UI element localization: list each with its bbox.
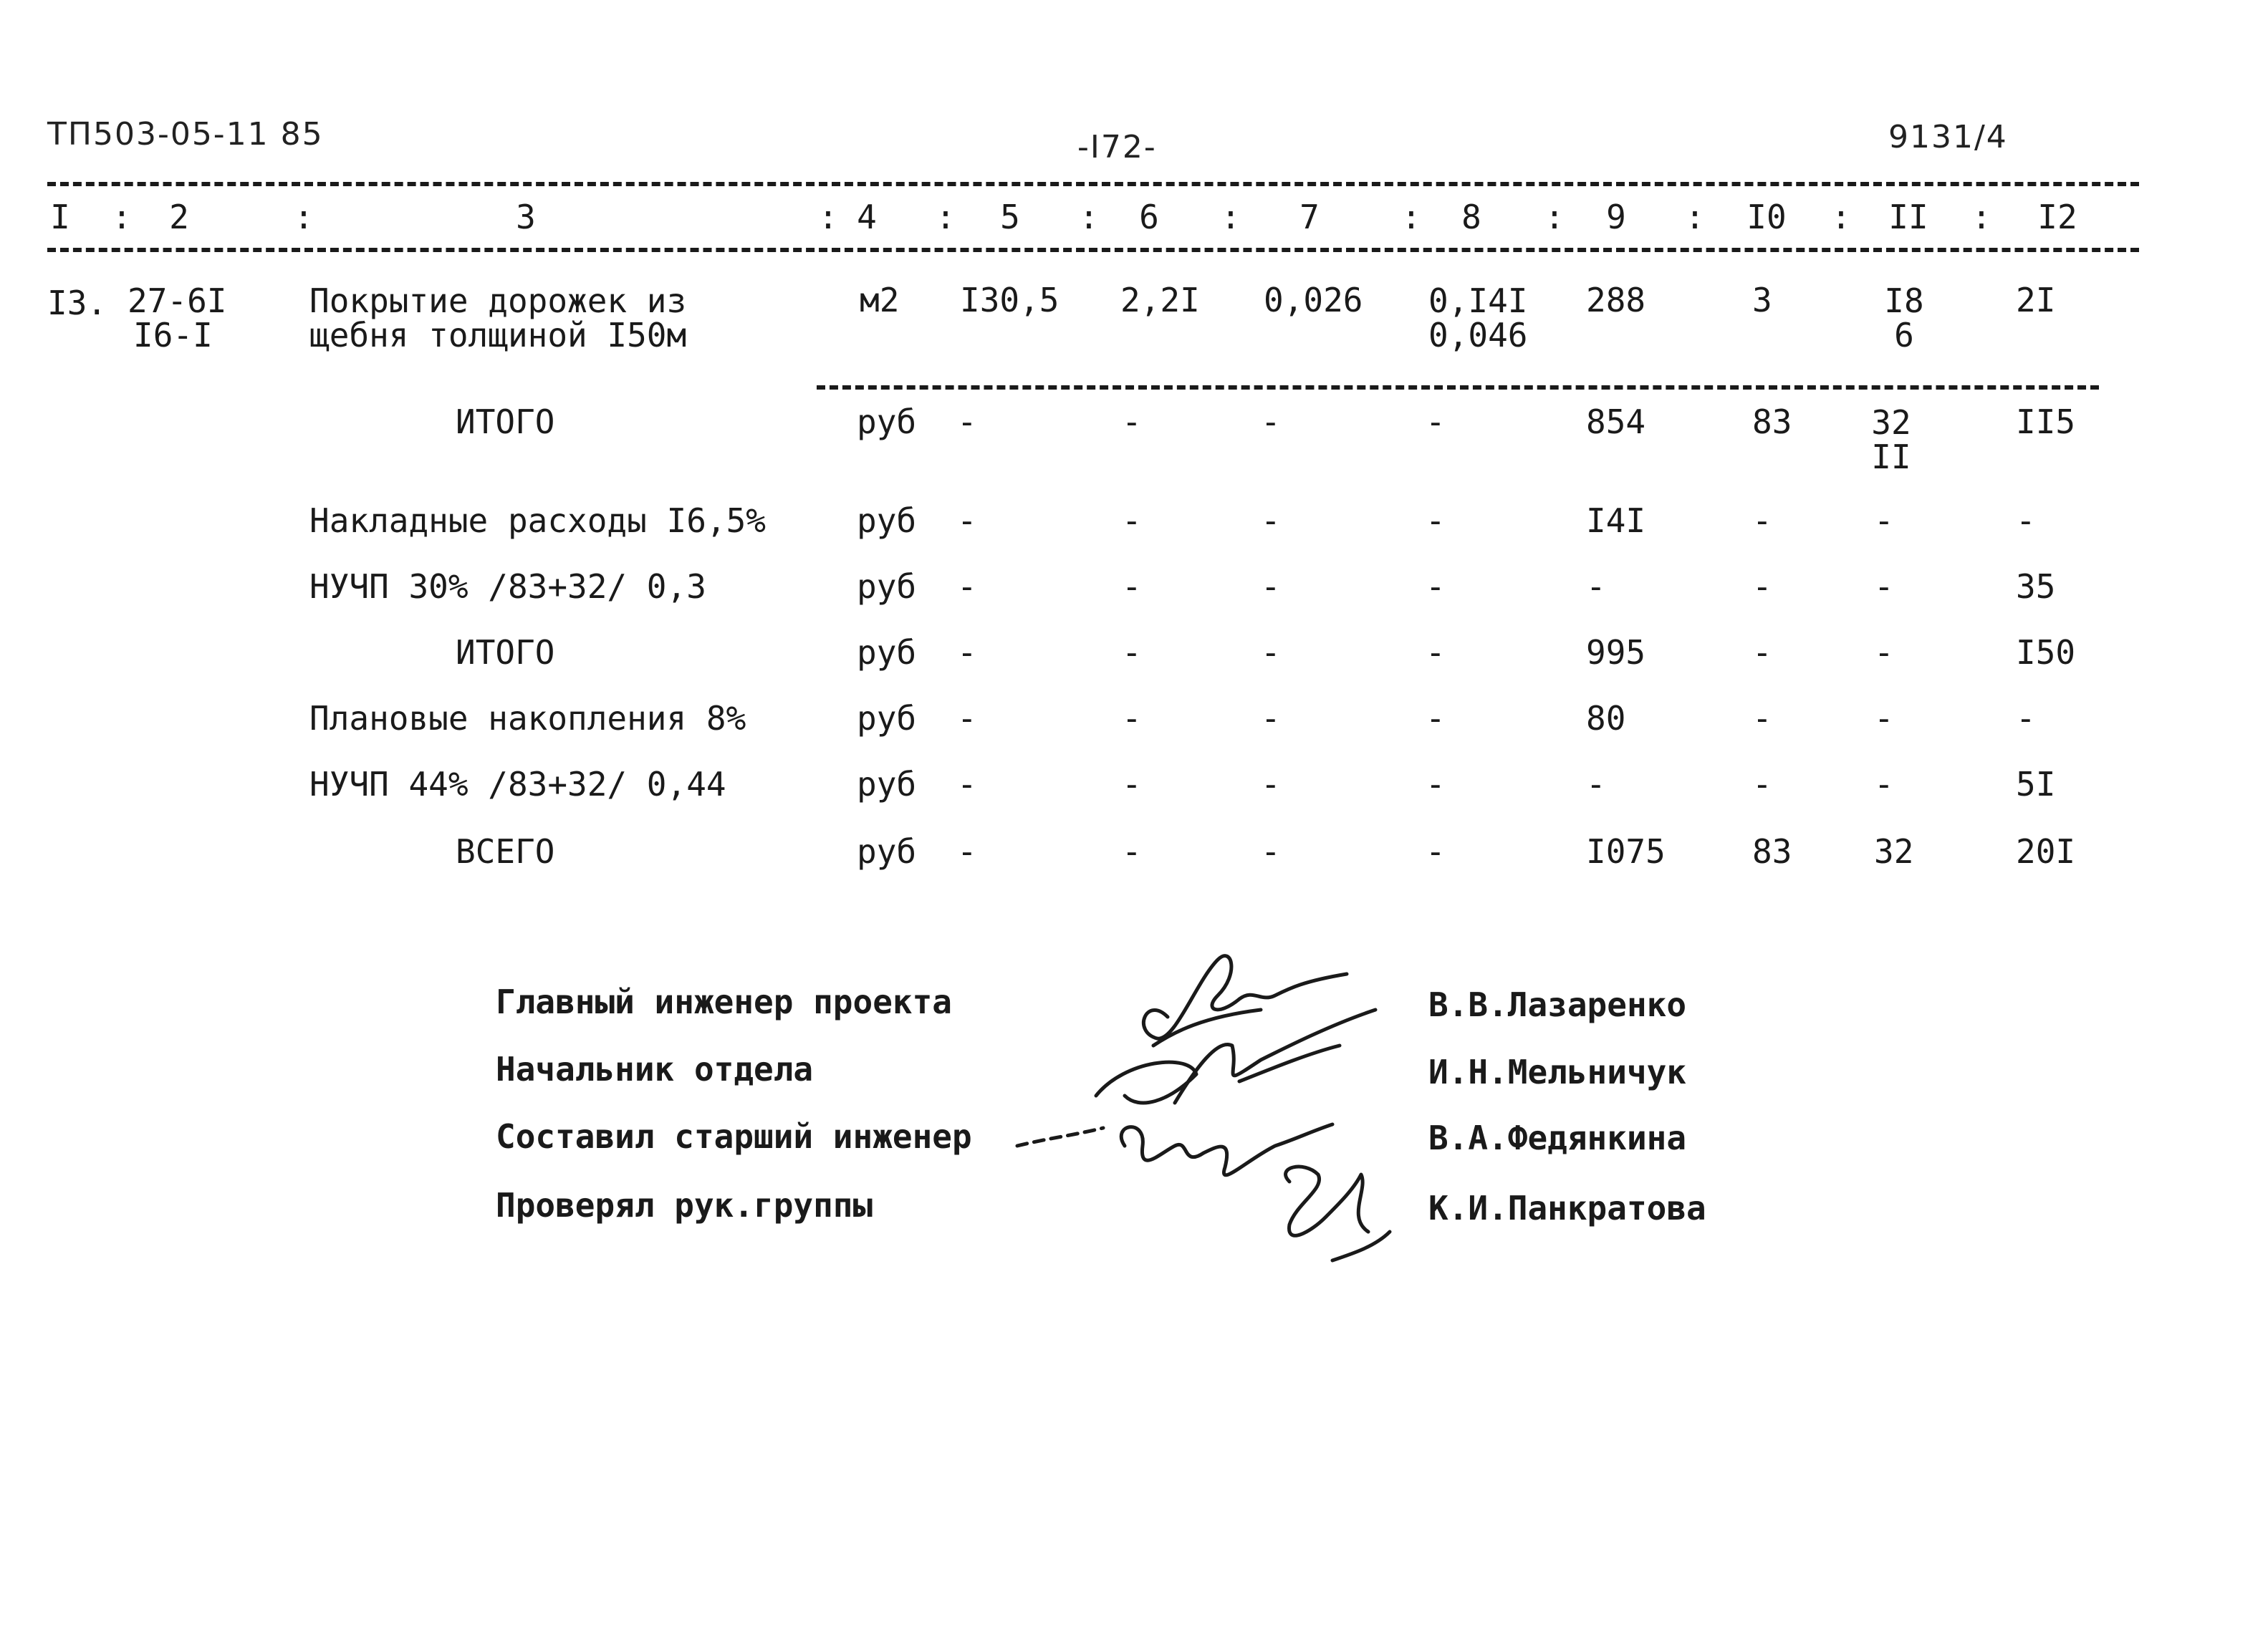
item-description xyxy=(309,281,687,354)
row-col8: - xyxy=(1426,501,1446,540)
row-col7: - xyxy=(1261,699,1281,738)
row-unit: руб xyxy=(857,501,917,540)
item-col8-line1: 0,I4I xyxy=(1428,281,1528,320)
row-label: ВСЕГО xyxy=(456,832,555,871)
row-col6: - xyxy=(1122,567,1142,606)
row-col12: - xyxy=(2016,501,2036,540)
item-description-line2: щебня толщиной I50м xyxy=(309,316,687,354)
row-label: НУЧП 30% /83+32/ 0,3 xyxy=(309,567,706,606)
row-col11: - xyxy=(1874,765,1894,804)
signer-name: К.И.Панкратова xyxy=(1428,1189,1706,1227)
row-col7: - xyxy=(1261,765,1281,804)
handwritten-signatures xyxy=(1003,931,1404,1268)
item-description-line1: Покрытие дорожек из xyxy=(309,281,687,320)
row-col11: - xyxy=(1874,633,1894,672)
col-header-1: I xyxy=(50,198,70,236)
signer-role: Составил старший инженер xyxy=(496,1117,972,1156)
row-label: ИТОГО xyxy=(456,633,555,672)
row-col5: - xyxy=(957,633,977,672)
row-col11-line1: 32 xyxy=(1871,403,1911,442)
signer-name: В.А.Федянкина xyxy=(1428,1119,1687,1157)
row-col6: - xyxy=(1122,633,1142,672)
signer-name: В.В.Лазаренко xyxy=(1428,985,1687,1024)
col-sep: : xyxy=(294,198,314,236)
col-header-3: 3 xyxy=(516,198,536,236)
item-number: I3. xyxy=(47,284,107,322)
item-col8 xyxy=(1428,281,1528,354)
row-unit: руб xyxy=(857,567,917,606)
col-sep: : xyxy=(1079,198,1099,236)
row-col11: 32 xyxy=(1874,832,1914,871)
row-col10: - xyxy=(1752,501,1772,540)
document-code: ТП503-05-11 85 xyxy=(47,116,324,153)
row-col8: - xyxy=(1426,832,1446,871)
item-col10: 3 xyxy=(1752,281,1772,319)
row-col10: - xyxy=(1752,633,1772,672)
row-col8: - xyxy=(1426,699,1446,738)
row-unit: руб xyxy=(857,633,917,672)
row-col9: 995 xyxy=(1586,633,1646,672)
item-col6: 2,2I xyxy=(1120,281,1200,319)
row-label: НУЧП 44% /83+32/ 0,44 xyxy=(309,765,726,804)
col-sep: : xyxy=(818,198,838,236)
row-unit: руб xyxy=(857,765,917,804)
row-col5: - xyxy=(957,765,977,804)
col-header-12: I2 xyxy=(2037,198,2077,236)
row-col8: - xyxy=(1426,567,1446,606)
row-col10: - xyxy=(1752,699,1772,738)
row-col9: I075 xyxy=(1586,832,1666,871)
row-col5: - xyxy=(957,501,977,540)
item-unit: м2 xyxy=(860,281,900,319)
row-col9: 80 xyxy=(1586,699,1626,738)
item-col8-line2: 0,046 xyxy=(1428,316,1528,354)
row-col8: - xyxy=(1426,402,1446,441)
row-col6: - xyxy=(1122,402,1142,441)
row-col6: - xyxy=(1122,501,1142,540)
row-col6: - xyxy=(1122,699,1142,738)
row-col11: - xyxy=(1874,501,1894,540)
col-sep: : xyxy=(1971,198,1991,236)
col-header-5: 5 xyxy=(1000,198,1020,236)
item-code xyxy=(128,281,227,354)
row-col12: 20I xyxy=(2016,832,2076,871)
col-sep: : xyxy=(1221,198,1241,236)
subtotal-rule xyxy=(817,385,2099,390)
signer-role: Проверял рук.группы xyxy=(496,1186,873,1225)
item-col11 xyxy=(1884,281,1924,354)
col-header-4: 4 xyxy=(857,198,877,236)
row-col10: - xyxy=(1752,765,1772,804)
row-col7: - xyxy=(1261,402,1281,441)
row-label: Плановые накопления 8% xyxy=(309,699,746,738)
row-col9: - xyxy=(1586,567,1606,606)
row-col7: - xyxy=(1261,501,1281,540)
col-header-7: 7 xyxy=(1299,198,1320,236)
item-col11-line1: I8 xyxy=(1884,281,1924,320)
signer-role: Главный инженер проекта xyxy=(496,983,952,1021)
row-unit: руб xyxy=(857,699,917,738)
row-col11-line2: II xyxy=(1871,438,1911,476)
row-col9: I4I xyxy=(1586,501,1646,540)
col-header-2: 2 xyxy=(169,198,189,236)
row-col6: - xyxy=(1122,832,1142,871)
row-col12: II5 xyxy=(2016,402,2076,441)
row-col7: - xyxy=(1261,567,1281,606)
row-col10: 83 xyxy=(1752,402,1792,441)
col-sep: : xyxy=(1544,198,1565,236)
row-col7: - xyxy=(1261,633,1281,672)
col-header-11: II xyxy=(1888,198,1928,236)
col-header-10: I0 xyxy=(1746,198,1787,236)
col-header-9: 9 xyxy=(1606,198,1626,236)
col-sep: : xyxy=(936,198,956,236)
row-col9: 854 xyxy=(1586,402,1646,441)
col-header-8: 8 xyxy=(1461,198,1481,236)
row-col8: - xyxy=(1426,765,1446,804)
item-code-line1: 27-6I xyxy=(128,281,227,320)
row-col6: - xyxy=(1122,765,1142,804)
item-col7: 0,026 xyxy=(1264,281,1363,319)
row-col5: - xyxy=(957,699,977,738)
col-sep: : xyxy=(1401,198,1421,236)
row-label: ИТОГО xyxy=(456,402,555,441)
row-unit: руб xyxy=(857,402,917,441)
item-col5: I30,5 xyxy=(960,281,1059,319)
col-sep: : xyxy=(1685,198,1705,236)
signer-name: И.Н.Мельничук xyxy=(1428,1053,1687,1091)
table-top-rule xyxy=(47,182,2139,186)
col-sep: : xyxy=(112,198,132,236)
item-col11-line2: 6 xyxy=(1894,316,1914,354)
row-col11: - xyxy=(1874,699,1894,738)
row-col10: - xyxy=(1752,567,1772,606)
item-col12: 2I xyxy=(2016,281,2056,319)
row-col11 xyxy=(1871,405,1911,474)
row-col7: - xyxy=(1261,832,1281,871)
row-col12: - xyxy=(2016,699,2036,738)
row-col8: - xyxy=(1426,633,1446,672)
page-number: -I72- xyxy=(1077,129,1157,165)
sheet-code: 9131/4 xyxy=(1888,119,2008,155)
row-col12: 35 xyxy=(2016,567,2056,606)
column-header-bottom-rule xyxy=(47,248,2139,252)
row-col5: - xyxy=(957,567,977,606)
row-col5: - xyxy=(957,402,977,441)
col-header-6: 6 xyxy=(1139,198,1159,236)
signer-role: Начальник отдела xyxy=(496,1050,814,1089)
col-sep: : xyxy=(1831,198,1851,236)
row-col11: - xyxy=(1874,567,1894,606)
row-label: Накладные расходы I6,5% xyxy=(309,501,766,540)
row-col10: 83 xyxy=(1752,832,1792,871)
row-col9: - xyxy=(1586,765,1606,804)
item-col9: 288 xyxy=(1586,281,1646,319)
item-code-line2: I6-I xyxy=(133,316,213,354)
row-col12: 5I xyxy=(2016,765,2056,804)
row-col12: I50 xyxy=(2016,633,2076,672)
row-col5: - xyxy=(957,832,977,871)
row-unit: руб xyxy=(857,832,917,871)
